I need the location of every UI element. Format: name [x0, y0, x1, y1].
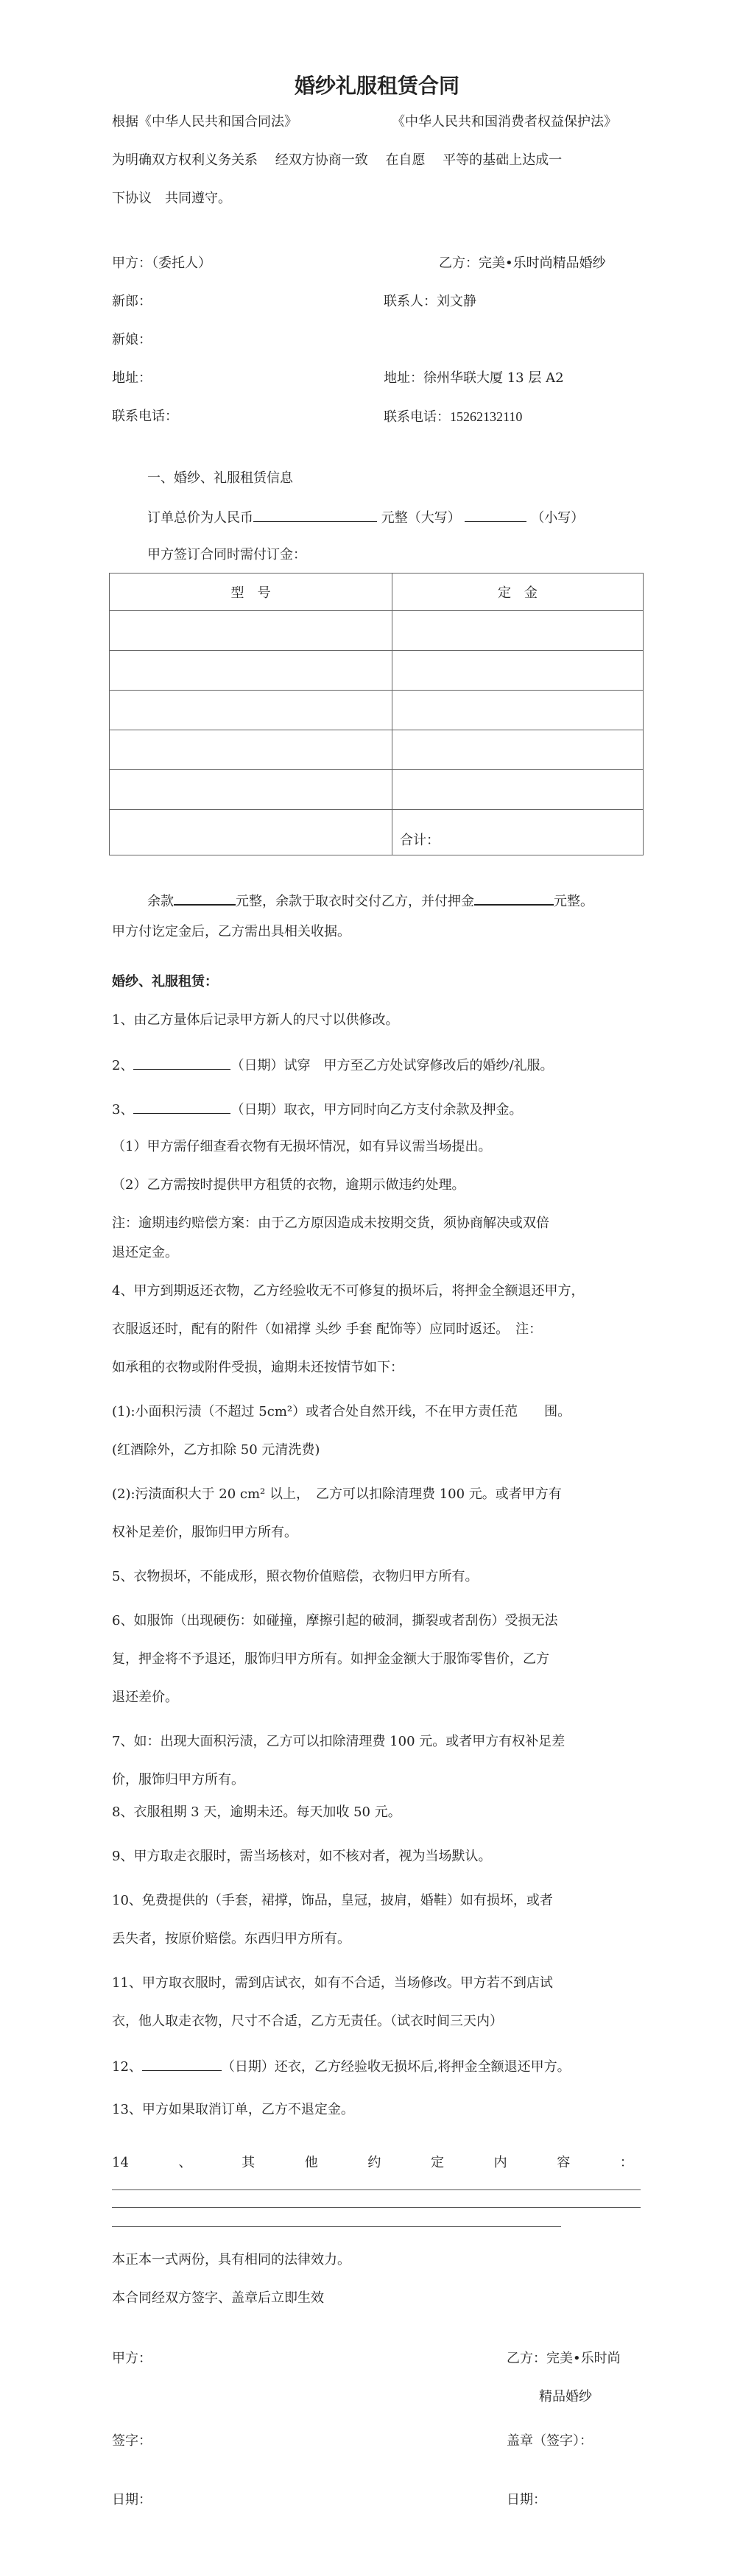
- other-agreements-line-3: [112, 2226, 561, 2227]
- order-total-blank: [253, 507, 377, 522]
- clause-13: 13、甲方如果取消订单，乙方不退定金。: [112, 2102, 354, 2117]
- signature-party-a: 甲方：: [112, 2351, 152, 2366]
- clause-4-item-1-line-2: (红酒除外，乙方扣除 50 元清洗费): [112, 1442, 320, 1458]
- clause-2-number: 2、: [112, 1058, 134, 1073]
- clause-4-line-3: 如承租的衣物或附件受损，逾期未还按情节如下：: [112, 1360, 404, 1375]
- breach-note-line-1: 注：逾期违约赔偿方案：由于乙方原因造成未按期交货，须协商解决或双倍: [112, 1215, 549, 1231]
- clause-2: [112, 1054, 554, 1076]
- party-b-label: 乙方：完美•乐时尚精品婚纱: [439, 255, 606, 271]
- clause-2-text: （日期）试穿 甲方至乙方处试穿修改后的婚纱/礼服。: [230, 1058, 554, 1073]
- clause-3: [112, 1098, 522, 1121]
- other-heading-char: 约: [367, 2155, 381, 2170]
- seal-label: 盖章（签字）：: [507, 2433, 593, 2449]
- order-total-line: [147, 507, 584, 529]
- table-row: [110, 691, 644, 730]
- table-total-cell: 合计：: [392, 810, 644, 855]
- table-row: [110, 810, 644, 855]
- table-row: [110, 770, 644, 810]
- clause-3-item-2: （2）乙方需按时提供甲方租赁的衣物，逾期示做违约处理。: [112, 1177, 465, 1193]
- table-row: [110, 611, 644, 651]
- table-header-deposit: 定 金: [392, 574, 644, 611]
- table-row: [110, 730, 644, 770]
- clause-4-line-2: 衣服返还时，配有的附件（如裙撑 头纱 手套 配饰等）应同时返还。 注：: [112, 1321, 543, 1337]
- other-heading-char: 容: [557, 2155, 571, 2170]
- other-agreements-heading: [112, 2153, 633, 2173]
- rental-heading: 婚纱、礼服租赁：: [112, 974, 218, 989]
- intro-law-contract: 根据《中华人民共和国合同法》: [112, 114, 297, 130]
- other-heading-char: 14: [112, 2155, 129, 2170]
- other-heading-char: 他: [304, 2155, 318, 2170]
- groom-label: 新郎：: [112, 294, 152, 309]
- table-cell: [392, 691, 644, 730]
- breach-note-line-2: 退还定金。: [112, 1245, 178, 1260]
- phone-b: [384, 406, 522, 428]
- clause-6-line-2: 复，押金将不予退还，服饰归甲方所有。如押金金额大于服饰零售价，乙方: [112, 1651, 549, 1667]
- deposit-note: 甲方签订合同时需付订金：: [147, 547, 306, 562]
- signature-party-b-line-2: 精品婚纱: [539, 2389, 592, 2404]
- address-b: 地址：徐州华联大厦 13 层 A2: [384, 370, 564, 386]
- balance-line: [147, 889, 593, 912]
- sign-label: 签字：: [112, 2433, 152, 2449]
- security-deposit-blank: [474, 889, 554, 906]
- order-total-lowercase-blank: [465, 507, 526, 522]
- other-heading-char: 定: [431, 2155, 445, 2170]
- clause-12: [112, 2055, 571, 2078]
- table-cell: [392, 611, 644, 651]
- table-cell: [110, 691, 392, 730]
- balance-suffix: 元整。: [554, 894, 593, 909]
- clause-3-text: （日期）取衣，甲方同时向乙方支付余款及押金。: [230, 1102, 523, 1118]
- table-row: [110, 651, 644, 691]
- table-cell: [110, 770, 392, 810]
- table-cell: [392, 651, 644, 691]
- intro-line-2: 为明确双方权利义务关系 经双方协商一致 在自愿 平等的基础上达成一: [112, 152, 563, 168]
- address-a-label: 地址：: [112, 370, 152, 386]
- phone-b-label: 联系电话：: [384, 409, 450, 425]
- effective-note: 本合同经双方签字、盖章后立即生效: [112, 2290, 324, 2306]
- date-b-label: 日期：: [507, 2492, 546, 2508]
- intro-line-3: 下协议 共同遵守。: [112, 191, 231, 206]
- table-header-model: 型 号: [110, 574, 392, 611]
- phone-a-label: 联系电话：: [112, 409, 178, 424]
- table-header-row: [110, 574, 644, 611]
- clause-6-line-3: 退还差价。: [112, 1690, 178, 1705]
- clause-5: 5、衣物损坏，不能成形，照衣物价值赔偿，衣物归甲方所有。: [112, 1569, 479, 1584]
- signature-party-b-line-1: 乙方：完美•乐时尚: [507, 2351, 621, 2366]
- clause-7-line-1: 7、如：出现大面积污渍，乙方可以扣除清理费 100 元。或者甲方有权补足差: [112, 1734, 566, 1749]
- other-heading-char: 、: [178, 2155, 192, 2170]
- clause-4-item-1-line-1: (1):小面积污渍（不超过 5cm²）或者合处自然开线，不在甲方责任范 围。: [112, 1404, 571, 1419]
- balance-middle: 元整，余款于取衣时交付乙方，并付押金: [236, 894, 474, 909]
- table-cell: [110, 810, 392, 855]
- clause-12-text: （日期）还衣，乙方经验收无损坏后,将押金全额退还甲方。: [221, 2059, 571, 2075]
- table-cell: [392, 730, 644, 770]
- fitting-date-blank: [133, 1054, 230, 1070]
- date-a-label: 日期：: [112, 2492, 152, 2508]
- contact-person: 联系人：刘文静: [384, 294, 476, 309]
- table-cell: [110, 651, 392, 691]
- clause-11-line-2: 衣，他人取走衣物，尺寸不合适，乙方无责任。（试衣时间三天内）: [112, 2014, 503, 2029]
- clause-4-line-1: 4、甲方到期返还衣物，乙方经验收无不可修复的损坏后，将押金全额退还甲方，: [112, 1283, 585, 1299]
- clause-11-line-1: 11、甲方取衣服时，需到店试衣，如有不合适，当场修改。甲方若不到店试: [112, 1975, 553, 1991]
- return-date-blank: [142, 2055, 222, 2071]
- clause-3-number: 3、: [112, 1102, 134, 1118]
- clause-6-line-1: 6、如服饰（出现硬伤：如碰撞，摩擦引起的破洞，撕裂或者刮伤）受损无法: [112, 1613, 558, 1628]
- contract-title: 婚纱礼服租赁合同: [294, 74, 459, 98]
- other-heading-char: 其: [242, 2155, 256, 2170]
- pickup-date-blank: [133, 1098, 230, 1114]
- balance-prefix: 余款: [147, 894, 174, 909]
- order-total-middle: 元整（大写）: [381, 510, 461, 526]
- section-1-heading: 一、婚纱、礼服租赁信息: [147, 470, 293, 486]
- order-total-suffix: （小写）: [531, 510, 585, 526]
- receipt-note: 甲方付讫定金后，乙方需出具相关收据。: [112, 924, 350, 939]
- clause-8: 8、衣服租期 3 天，逾期未还。每天加收 50 元。: [112, 1804, 401, 1820]
- other-heading-char: 内: [493, 2155, 507, 2170]
- clause-1: 1、由乙方量体后记录甲方新人的尺寸以供修改。: [112, 1012, 399, 1028]
- clause-10-line-2: 丢失者，按原价赔偿。东西归甲方所有。: [112, 1931, 350, 1947]
- clause-9: 9、甲方取走衣服时，需当场核对，如不核对者，视为当场默认。: [112, 1849, 492, 1864]
- other-agreements-line-1: [112, 2189, 641, 2190]
- copies-note: 本正本一式两份，具有相同的法律效力。: [112, 2252, 350, 2268]
- party-a-label: 甲方：（委托人）: [112, 255, 211, 271]
- clause-12-number: 12、: [112, 2059, 142, 2075]
- phone-b-number: 15262132110: [450, 409, 523, 424]
- table-cell: [110, 611, 392, 651]
- table-cell: [392, 770, 644, 810]
- clause-3-item-1: （1）甲方需仔细查看衣物有无损坏情况，如有异议需当场提出。: [112, 1139, 492, 1154]
- clause-7-line-2: 价，服饰归甲方所有。: [112, 1772, 244, 1788]
- table-cell: [110, 730, 392, 770]
- balance-blank: [174, 889, 236, 906]
- deposit-table: [109, 573, 644, 855]
- other-heading-char: ：: [619, 2155, 633, 2170]
- clause-4-item-2-line-1: (2):污渍面积大于 20 cm² 以上， 乙方可以扣除清理费 100 元。或者甲方有: [112, 1486, 562, 1502]
- intro-law-consumer: 《中华人民共和国消费者权益保护法》: [392, 114, 617, 130]
- order-total-prefix: 订单总价为人民币: [147, 510, 253, 526]
- bride-label: 新娘：: [112, 332, 152, 347]
- other-agreements-line-2: [112, 2207, 641, 2208]
- clause-4-item-2-line-2: 权补足差价，服饰归甲方所有。: [112, 1525, 297, 1540]
- clause-10-line-1: 10、免费提供的（手套，裙撑，饰品，皇冠，披肩，婚鞋）如有损坏，或者: [112, 1893, 553, 1908]
